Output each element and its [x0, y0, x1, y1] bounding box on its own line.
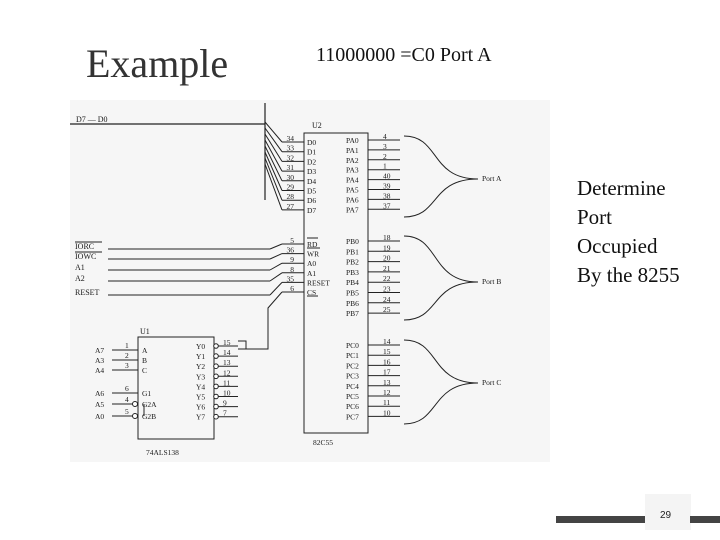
u1-output-number: 12 [223, 368, 231, 378]
port-brace [404, 136, 478, 179]
u1-output-number: 11 [223, 378, 231, 388]
u2-right-pin-number: 22 [383, 274, 391, 284]
u1-ref-label: U1 [140, 327, 150, 336]
u2-left-pin-number: 9 [290, 255, 294, 265]
u1-output-number: 14 [223, 348, 231, 358]
u2-left-pin-name: D3 [307, 167, 317, 177]
u2-right-pin-number: 21 [383, 263, 391, 273]
u1-input-pin-name: G1 [142, 389, 152, 398]
u1-output-number: 7 [223, 408, 227, 418]
u1-input-signal: A7 [95, 346, 105, 355]
port-brace [404, 282, 478, 320]
u2-right-pin-number: 15 [383, 347, 391, 357]
u1-output-number: 10 [223, 388, 231, 398]
port-brace [404, 340, 478, 383]
u2-right-pin-number: 37 [383, 201, 391, 211]
u2-left-pin-name: D7 [307, 205, 317, 215]
slide-subtitle: 11000000 =C0 Port A [316, 44, 492, 66]
u1-input-number: 5 [125, 407, 129, 416]
u2-left-pin-name: D6 [307, 196, 317, 206]
u1-input-pin-name: C [142, 366, 148, 375]
inverter-bubble [214, 384, 219, 389]
u2-left-pin-name: D0 [307, 138, 317, 147]
u2-left-pin-number: 34 [286, 134, 294, 143]
u2-right-pin-name: PB1 [346, 247, 359, 257]
u1-output-number: 15 [223, 338, 231, 347]
u1-input-number: 3 [125, 361, 129, 370]
u1-input-number: 4 [125, 395, 129, 404]
u2-left-pin-number: 6 [290, 284, 294, 293]
u2-right-pin-number: 24 [383, 294, 391, 304]
u1-part-label: 74ALS138 [146, 448, 179, 457]
u2-right-pin-number: 19 [383, 243, 391, 253]
u1-output-pin-name: Y0 [196, 342, 206, 351]
chip-select-wire [238, 341, 246, 349]
inverter-bubble [214, 394, 219, 399]
u2-right-pin-name: PA2 [346, 155, 359, 165]
page-number: 29 [660, 510, 672, 521]
u2-right-pin-name: PA5 [346, 185, 359, 195]
control-signal-label: IORC [75, 242, 95, 251]
control-signal-label: A2 [75, 274, 85, 283]
u2-left-pin-name: CS [307, 288, 317, 297]
control-signal-line [270, 254, 282, 259]
port-brace [404, 383, 478, 424]
u2-right-pin-number: 20 [383, 253, 391, 263]
u1-input-signal: A4 [95, 366, 105, 375]
u2-right-pin-name: PC2 [346, 361, 359, 371]
u2-right-pin-name: PB3 [346, 267, 359, 277]
inverter-bubble [214, 404, 219, 409]
u1-input-signal: A0 [95, 412, 105, 421]
u1-input-number: 1 [125, 341, 129, 350]
u2-right-pin-number: 13 [383, 377, 391, 387]
u2-right-pin-number: 1 [383, 161, 387, 171]
u2-right-pin-name: PC0 [346, 341, 359, 350]
inverter-bubble [214, 364, 219, 369]
u1-output-number: 13 [223, 358, 231, 368]
u2-part-label: 82C55 [313, 438, 334, 447]
u2-right-pin-name: PC5 [346, 392, 359, 401]
u2-right-pin-name: PB7 [346, 309, 359, 319]
u2-left-pin-name: D1 [307, 147, 317, 157]
control-signal-line [270, 273, 282, 281]
u2-left-pin-name: A0 [307, 259, 317, 269]
u2-right-pin-number: 23 [383, 284, 391, 294]
u2-right-pin-number: 3 [383, 141, 387, 151]
u2-right-pin-number: 14 [383, 337, 391, 346]
u2-left-pin-number: 32 [286, 153, 294, 163]
control-signal-label: RESET [75, 288, 100, 297]
u2-left-pin-number: 31 [286, 163, 294, 173]
u2-right-pin-number: 40 [383, 171, 391, 181]
u1-output-pin-name: Y4 [196, 382, 206, 392]
u1-output-pin-name: Y3 [196, 372, 206, 382]
u1-output-number: 9 [223, 398, 227, 408]
u2-right-pin-number: 25 [383, 305, 391, 315]
u1-input-number: 2 [125, 351, 129, 360]
u2-right-pin-number: 38 [383, 191, 391, 201]
u2-right-pin-number: 4 [383, 132, 387, 141]
u2-right-pin-name: PC6 [346, 402, 359, 412]
u2-right-pin-number: 11 [383, 398, 391, 408]
u1-output-pin-name: Y7 [196, 412, 206, 422]
u2-left-pin-number: 5 [290, 236, 294, 245]
u2-left-pin-number: 30 [286, 172, 294, 182]
port-brace [404, 236, 478, 282]
u2-left-pin-number: 33 [286, 143, 294, 153]
u2-right-pin-number: 39 [383, 181, 391, 191]
u2-right-pin-name: PC1 [346, 351, 359, 361]
port-label: Port C [482, 378, 502, 387]
u2-right-pin-number: 12 [383, 388, 391, 397]
inverter-bubble [214, 414, 219, 419]
u2-left-pin-name: WR [307, 249, 320, 259]
side-note-line: Determine [577, 176, 666, 200]
u2-right-pin-name: PA6 [346, 195, 359, 205]
u2-right-pin-name: PA3 [346, 165, 359, 175]
u2-right-pin-name: PB2 [346, 257, 359, 267]
inverter-bubble [133, 414, 138, 419]
data-bus-branch [265, 140, 282, 171]
u2-right-pin-name: PB5 [346, 288, 359, 298]
side-note [577, 174, 680, 290]
u2-ref-label: U2 [312, 121, 322, 130]
footer-bar-left [556, 516, 646, 523]
control-signal-label: A1 [75, 263, 85, 272]
u2-left-pin-number: 35 [286, 274, 294, 284]
u2-left-pin-name: A1 [307, 268, 317, 278]
u2-left-pin-number: 36 [286, 245, 294, 255]
u1-input-signal: A5 [95, 400, 105, 409]
u1-output-pin-name: Y6 [196, 402, 206, 412]
u1-input-pin-name: G2A [142, 400, 157, 409]
u2-right-pin-name: PA7 [346, 205, 359, 215]
u2-left-pin-number: 8 [290, 264, 294, 274]
u1-output-pin-name: Y2 [196, 362, 206, 372]
u1-input-pin-name: G2B [142, 412, 157, 421]
u2-right-pin-number: 2 [383, 151, 387, 161]
inverter-bubble [214, 354, 219, 359]
u1-input-pin-name: B [142, 356, 148, 365]
u1-input-pin-name: A [142, 346, 148, 355]
u1-output-pin-name: Y1 [196, 352, 206, 362]
port-label: Port A [482, 174, 502, 183]
slide-title: Example [86, 41, 229, 86]
u2-left-pin-number: 27 [286, 201, 294, 211]
u2-right-pin-number: 18 [383, 233, 391, 242]
inverter-bubble [214, 344, 219, 349]
port-brace [404, 179, 478, 217]
u1-input-signal: A6 [95, 389, 105, 398]
u2-left-pin-name: RD [307, 240, 318, 249]
side-note-line: Occupied [577, 234, 658, 258]
side-note-line: By the 8255 [577, 263, 680, 287]
u1-output-pin-name: Y5 [196, 392, 206, 402]
data-bus-label: D7 — D0 [76, 115, 108, 124]
u2-right-pin-number: 17 [383, 367, 391, 377]
u2-left-pin-name: D2 [307, 157, 317, 167]
control-signal-line [270, 263, 282, 270]
u2-left-pin-name: D5 [307, 186, 317, 196]
u2-right-pin-name: PA1 [346, 145, 359, 155]
port-label: Port B [482, 277, 502, 286]
inverter-bubble [214, 374, 219, 379]
u2-right-pin-name: PA0 [346, 136, 359, 145]
u2-right-pin-name: PB0 [346, 237, 359, 246]
u2-right-pin-number: 16 [383, 357, 391, 367]
u2-left-pin-name: RESET [307, 278, 330, 288]
u1-input-signal: A3 [95, 356, 105, 365]
u2-right-pin-name: PA4 [346, 175, 359, 185]
footer-bar-right [690, 516, 720, 523]
control-signal-line [270, 244, 282, 249]
u2-left-pin-number: 29 [286, 182, 294, 192]
chip-select-wire [238, 292, 282, 349]
u2-right-pin-number: 10 [383, 408, 391, 418]
u2-right-pin-name: PC4 [346, 381, 359, 391]
u2-right-pin-name: PB4 [346, 278, 359, 288]
inverter-bubble [133, 402, 138, 407]
control-signal-line [270, 282, 282, 295]
u2-left-pin-name: D4 [307, 176, 317, 186]
u2-right-pin-name: PC7 [346, 412, 359, 422]
u1-input-number: 6 [125, 384, 129, 393]
side-note-line: Port [577, 205, 613, 229]
control-signal-label: IOWC [75, 252, 97, 261]
u2-left-pin-number: 28 [286, 192, 294, 202]
u2-right-pin-name: PB6 [346, 298, 359, 308]
u2-right-pin-name: PC3 [346, 371, 359, 381]
